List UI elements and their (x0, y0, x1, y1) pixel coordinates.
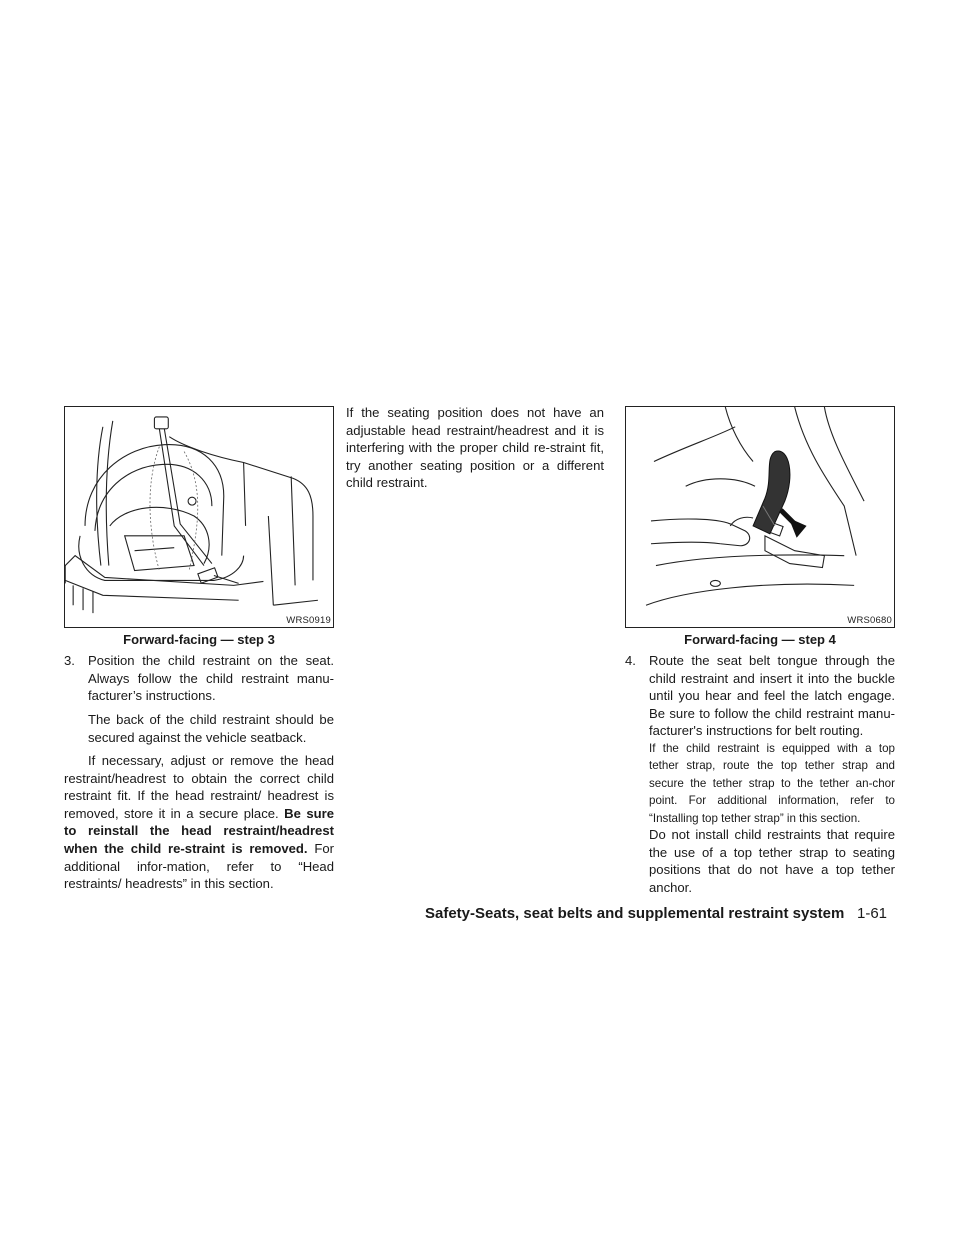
step-3-p3-warning: Be sure to reinstall the head restraint/headrest when the child re-straint is removed. (64, 805, 335, 856)
figure-child-seat-step-4 (625, 406, 895, 628)
figure-caption-left: Forward-facing — step 3 (123, 632, 275, 647)
footer-page-number: 1-61 (857, 905, 888, 922)
step-3-paragraph-2: The back of the child restraint should be secured against the vehicle seatback. (88, 712, 334, 745)
figure-child-seat-step-3 (64, 406, 334, 628)
step-4-paragraph-2: If the child restraint is equipped with a top tether strap, route the top tether strap and secure the tether strap to the tether an-chor point. For additional information, refer to “Installing top tether strap” in this section. (649, 742, 895, 825)
step-4-paragraph-1: Route the seat belt tongue through the child restraint and insert it into the buckle until you hear and feel the latch engage. Be sure to follow the child restraint manu-facturer's instructions for belt routing. (649, 653, 895, 739)
seat-belt-buckle-illustration (626, 407, 894, 627)
step-number-3: 3. (64, 653, 75, 668)
step-3-p3-text: If necessary, adjust or remove the head restraint/headrest to obtain the correct child restraint fit. If the head restraint/ headrest is removed, store it in a secure place. (64, 753, 334, 821)
step-3-p3-tail: For additional infor-mation, refer to “Head restraints/ headrests” in this section. (64, 840, 335, 892)
footer-section-title: Safety-Seats, seat belts and supplemental restraint system (425, 905, 845, 922)
step-4-paragraph-3: Do not install child restraints that require the use of a top tether strap to seating positions that do not have a top tether anchor. (649, 827, 895, 895)
figure-code-right: WRS0680 (847, 615, 892, 626)
middle-paragraph: If the seating position does not have an adjustable head restraint/headrest and it is interfering with the proper child re-straint fit, try another seating position or a different child restraint. (346, 405, 604, 491)
step-number-4: 4. (625, 653, 636, 668)
step-3-paragraph-1: Position the child restraint on the seat. Always follow the child restraint manu-facturer’s instructions. (88, 653, 334, 704)
figure-code-left: WRS0919 (286, 615, 331, 626)
step-3-paragraph-3 (64, 752, 334, 893)
child-seat-illustration (65, 407, 333, 627)
figure-caption-right: Forward-facing — step 4 (684, 632, 836, 647)
